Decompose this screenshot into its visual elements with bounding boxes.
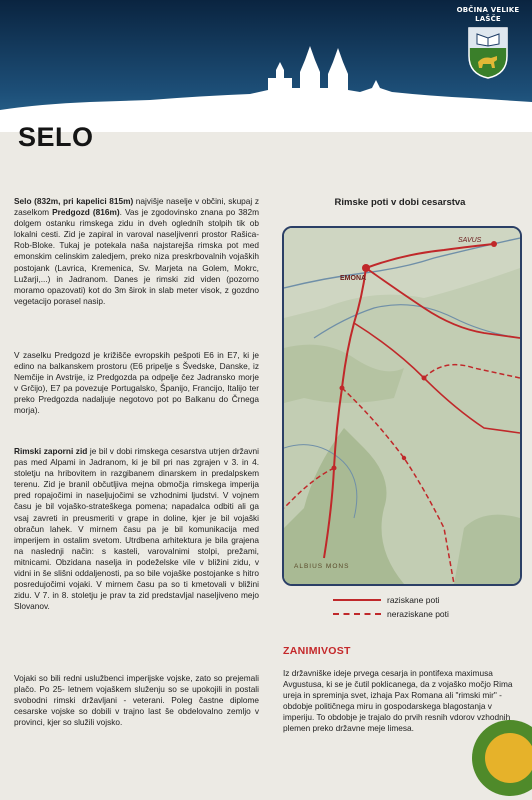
legend-researched xyxy=(333,593,449,607)
hiking-paths-paragraph xyxy=(14,350,259,417)
coat-of-arms-icon xyxy=(467,26,509,80)
map-label-savus: SAVUS xyxy=(458,237,482,244)
town-skyline-silhouette xyxy=(0,30,532,132)
emona-marker xyxy=(362,264,370,272)
trail-logo-center xyxy=(485,733,532,783)
roman-wall-term: Rimski zaporni zid xyxy=(14,446,88,456)
roman-roads-map xyxy=(282,226,522,586)
municipality-crest xyxy=(454,6,522,80)
selo-altitude: Selo (832m, pri kapelici 815m) xyxy=(14,196,134,206)
intro-paragraph xyxy=(14,196,259,307)
intro-text-a: najvišje naselje v občini, skupaj z zaselkom xyxy=(14,196,260,218)
map-graphic xyxy=(284,228,520,584)
intro-text-b: . Vas je zgodovinsko znana po 382m dolgem ostanku rimskega zidu in dveh ogledníh stolpih tik ob lokalni cesti. Zid je zapiral in varoval naseljivenri prostor Rašica-Rob-Bloke. Tukaj je potekala naša najstarejša rimska pot med emonskim celinskim zaledjem, preko niza preskrbovalnih vojaških postojank (Lavrica, Kremenica, Sv. Marjeta na Golem, Mokrc, Lužarji,...) in Jadranom. Danes je rimski zid viden (pozorno moramo opazovati) kot do 3m širok in slab meter visok, z gozdno vegetacijo porasel nasip. xyxy=(14,207,259,306)
municipality-name: OBČINA VELIKE LAŠČE xyxy=(456,6,520,23)
legend-unresearched xyxy=(333,607,449,621)
hiking-paths-text: V zaselku Predgozd je križišče evropskih pešpoti E6 in E7, ki je edino na balkanskem prostoru (E6 pripelje s Švedske, Danske, iz Nemčije in Avstrije, iz Predgozda pa odpelje čez Jadransko morje v Grčijo), E7 pa povezuje Portugalsko, Španijo, Francijo, Italijo ter preko Predgozda nadaljuje negotovo pot po Balkanu do Črnega morja). xyxy=(14,350,259,416)
soldiers-paragraph xyxy=(14,673,259,728)
map-label-albius-mons: ALBIUS MONS xyxy=(294,563,350,570)
roman-wall-paragraph xyxy=(14,446,259,612)
dashed-line-icon xyxy=(333,613,381,615)
header-banner xyxy=(0,0,532,132)
legend-unresearched-label: neraziskane poti xyxy=(387,609,449,619)
page-title: SELO xyxy=(18,122,94,152)
map-label-emona: EMONA xyxy=(340,275,367,282)
map-legend xyxy=(333,593,449,621)
zanimivost-text: Iz državniške ideje prvega cesarja in pontifexa maximusa Avgustusa, ki se je čutil poklicanega, da z vojaško močjo Rima ureja in spreminja svet, izhaja Pax Romana ali "rimski mir" - obdobje političnega miru in gospodarskega blagostanja v imperiju. To obdobje je trajalo do prvih resnih vdorov vzhodnih plemen preko državne meje limesa. xyxy=(283,668,513,734)
trail-logo-icon xyxy=(472,720,532,796)
legend-researched-label: raziskane poti xyxy=(387,595,440,605)
zanimivost-title: ZANIMIVOST xyxy=(283,645,351,657)
soldiers-text: Vojaki so bili redni uslužbenci imperijske vojske, zato so prejemali plačo. Po 25- letnem vojaškem služenju so se upokojili in postali svobodni rimski državljani - veterani. Poleg častne diplome cesarske vojske so dobili v trajno last še obdelovalno zemljo v provinci, kjer so služili vojsko. xyxy=(14,673,259,728)
predgozd-altitude: Predgozd (816m) xyxy=(52,207,120,218)
map-title: Rimske poti v dobi cesarstva xyxy=(334,197,466,208)
roman-wall-text: je bil v dobi rimskega cesarstva utrjen državni pas med Alpami in Jadranom, ki je bil pri nas zgrajen v 3. in 4. stoletju na hribovitem in razgibanem dinarskem in predalpskem terenu. Zid je branil občutljiva mejna območja rimskega imperija pred ropajočimi in naseljujočimi se vzhodnimi ljudstvi. V vojnem času je bil vojaško-strateškega pomena; napadalca odbiti ali ga vsaj zavreti in preusmeriti v grape in doline, kjer je bil vojaški obračun lahek. V mirnem času pa je bil komunikacija med imperijem in ostalim svetom. Utrdbena arhitektura je bila grajena na naslednji način: s kasteli, varovalnimi stolpi, prežami, mitnicami. Obzidana naselja in podeželske vile v bližini zidu, v vidni in še slišni oddaljenosti, pa so bile vojaške postojanke s hitro posredujočimi vojaki. V mirnem času pa so ti kmetovali v bližini zidu. V 7. in 8. stoletju je prav ta zid predstavljal naseljiveno mejo Slovanov. xyxy=(14,446,260,612)
solid-line-icon xyxy=(333,599,381,601)
